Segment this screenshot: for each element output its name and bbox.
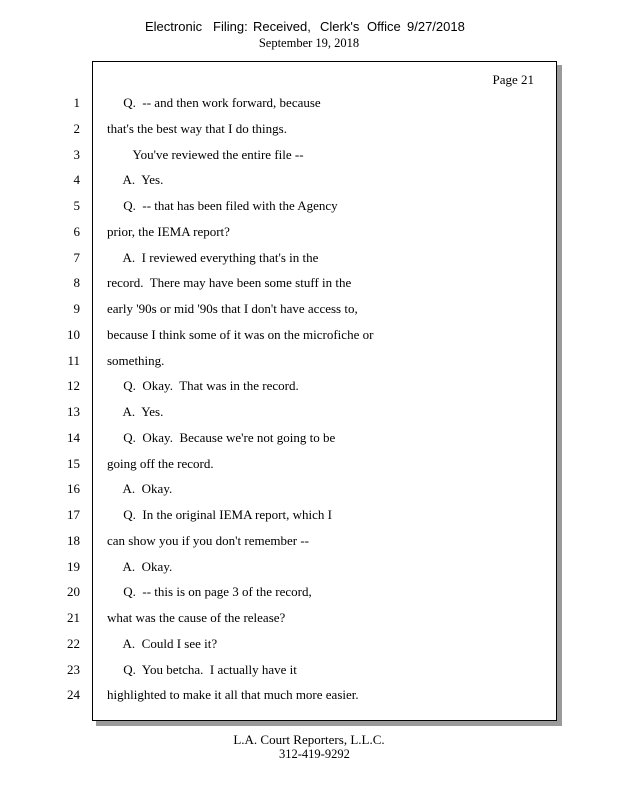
line-number: 4	[73, 172, 80, 188]
line-number: 1	[73, 95, 80, 110]
line-number: 6	[73, 223, 80, 239]
line-number: 8	[73, 275, 80, 291]
stamp-word: Electronic	[145, 19, 203, 34]
transcript-line: can show you if you don't remember --	[107, 532, 309, 548]
line-number: 5	[73, 198, 80, 213]
line-number: 15	[67, 455, 80, 471]
line-number: 21	[67, 610, 80, 625]
line-number: 18	[67, 532, 80, 548]
reporter-company: L.A. Court Reporters, L.L.C.	[233, 732, 385, 747]
transcript-line: something.	[107, 352, 165, 368]
transcript-line: record. There may have been some stuff in the	[107, 275, 352, 291]
transcript-line: highlighted to make it all that much more easier.	[107, 687, 359, 703]
transcript-line: You've reviewed the entire file --	[107, 146, 304, 162]
line-number: 22	[67, 635, 80, 651]
line-number: 10	[67, 326, 80, 342]
line-number: 19	[67, 558, 80, 574]
transcript-line: Q. In the original IEMA report, which I	[107, 507, 332, 522]
line-number: 24	[67, 687, 80, 703]
line-number: 13	[67, 404, 80, 419]
transcript-line: Q. Okay. Because we're not going to be	[107, 429, 336, 445]
transcript-line: A. Okay.	[107, 558, 173, 574]
line-number: 23	[67, 661, 80, 677]
line-number: 11	[67, 352, 80, 368]
line-number: 16	[67, 481, 80, 497]
transcript-line: going off the record.	[107, 455, 214, 471]
transcript-line: because I think some of it was on the microfiche or	[107, 326, 374, 342]
stamp-word: Office	[367, 19, 401, 34]
transcript-line: prior, the IEMA report?	[107, 223, 230, 239]
transcript-line: early '90s or mid '90s that I don't have access to,	[107, 301, 358, 316]
line-number: 20	[67, 584, 80, 600]
line-number: 12	[67, 378, 80, 394]
transcript-line: A. Yes.	[107, 404, 164, 419]
stamp-word: Received,	[253, 19, 311, 34]
line-number: 17	[67, 507, 80, 522]
line-number: 3	[73, 146, 80, 162]
transcript-line: Q. Okay. That was in the record.	[107, 378, 299, 394]
page-number: Page 21	[492, 72, 534, 87]
received-date: September 19, 2018	[258, 36, 360, 50]
transcript-line: Q. -- this is on page 3 of the record,	[107, 584, 312, 600]
transcript-line: A. Yes.	[107, 172, 164, 188]
stamp-date: 9/27/2018	[407, 19, 465, 34]
reporter-phone: 312-419-9292	[279, 747, 350, 761]
transcript-line: A. Could I see it?	[107, 635, 218, 651]
transcript-line: Q. You betcha. I actually have it	[107, 661, 297, 677]
transcript-line: A. I reviewed everything that's in the	[107, 249, 319, 265]
transcript-line: that's the best way that I do things.	[107, 120, 287, 136]
transcript-line: Q. -- that has been filed with the Agency	[107, 198, 338, 213]
line-number: 2	[73, 120, 80, 136]
transcript-line: what was the cause of the release?	[107, 610, 286, 625]
line-number: 7	[73, 249, 80, 265]
stamp-word: Clerk's	[320, 19, 360, 34]
transcript-line: A. Okay.	[107, 481, 173, 497]
transcript-line: Q. -- and then work forward, because	[107, 95, 321, 110]
line-number: 14	[67, 429, 80, 445]
line-number: 9	[73, 301, 80, 316]
stamp-word: Filing:	[213, 19, 248, 34]
